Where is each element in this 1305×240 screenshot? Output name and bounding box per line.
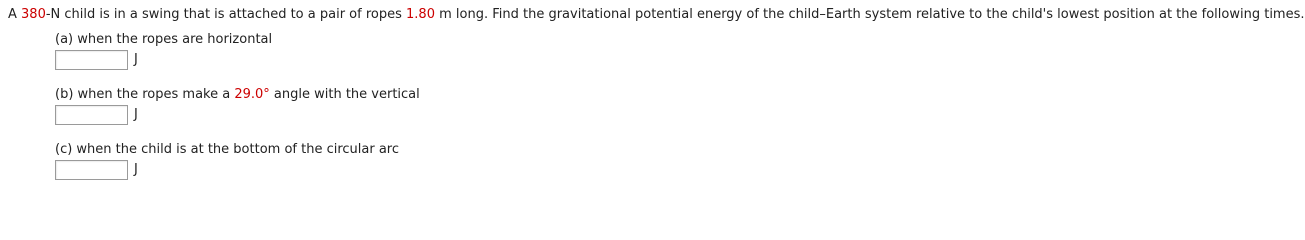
part-a-label: (a) when the ropes are horizontal: [55, 32, 273, 47]
part-b-answer-input[interactable]: [55, 105, 128, 125]
angle-value: 29.0°: [234, 87, 270, 102]
question-prefix: A: [8, 7, 22, 22]
part-b-unit: J: [134, 107, 138, 122]
part-b: [55, 86, 420, 104]
part-b-label-suffix: angle with the vertical: [269, 87, 420, 102]
question-part2: m long. Find the gravitational potential energy of the child–Earth system relative to the child's lowest position at the following times.: [434, 7, 1305, 22]
part-b-label: [55, 86, 420, 104]
part-b-label-prefix: (b) when the ropes make a: [55, 87, 235, 102]
part-a-unit: J: [134, 52, 138, 67]
part-c: [55, 141, 399, 159]
part-c-answer-row: [55, 160, 138, 180]
part-a-answer-row: [55, 50, 138, 70]
part-c-answer-input[interactable]: [55, 160, 128, 180]
child-weight-value: 380: [21, 7, 46, 22]
part-a-answer-input[interactable]: [55, 50, 128, 70]
question-text: [8, 6, 1305, 24]
question-part1: -N child is in a swing that is attached to a pair of ropes: [45, 7, 407, 22]
rope-length-value: 1.80: [406, 7, 435, 22]
part-b-answer-row: [55, 105, 138, 125]
part-c-label: (c) when the child is at the bottom of the circular arc: [55, 142, 400, 157]
part-c-unit: J: [134, 162, 138, 177]
part-a: [55, 31, 272, 49]
